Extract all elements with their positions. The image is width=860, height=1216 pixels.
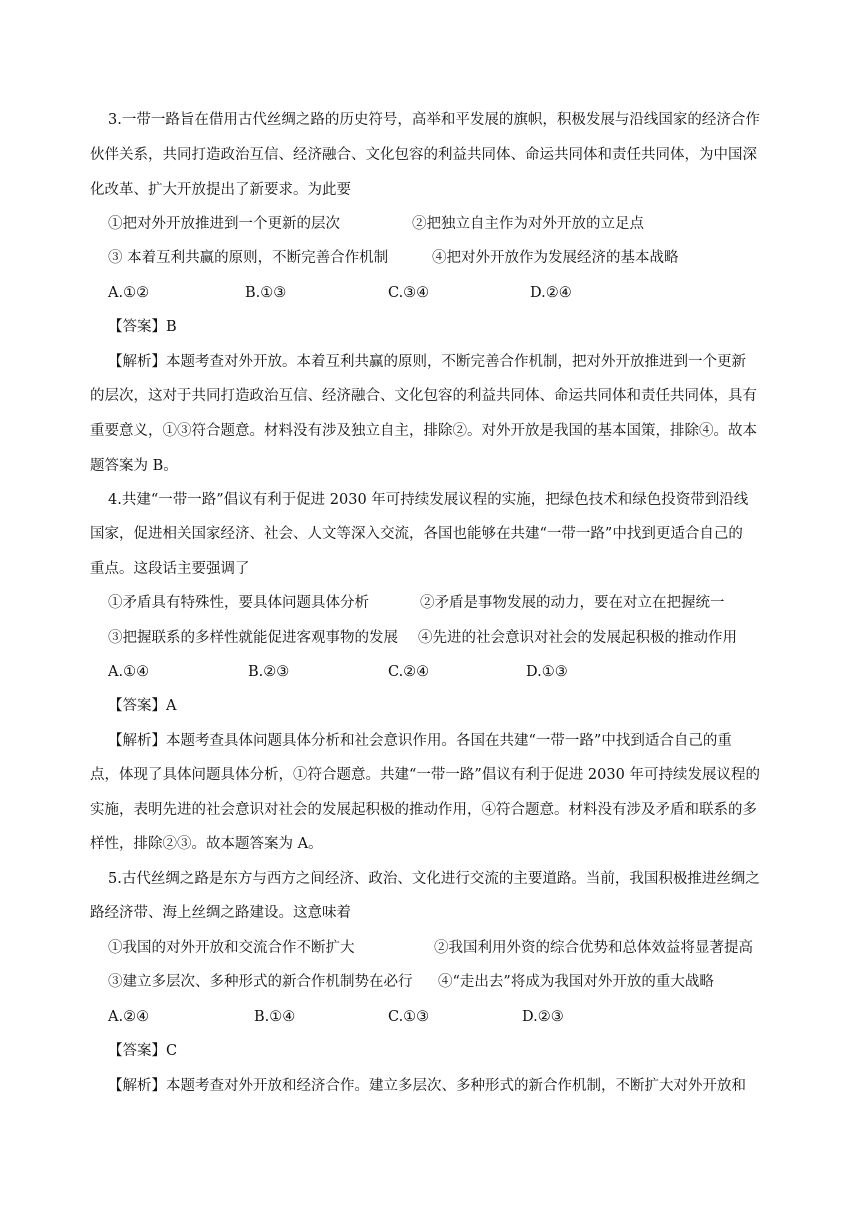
- q4-statement-4: ④先进的社会意识对社会的发展起积极的推动作用: [418, 630, 737, 646]
- q4-analysis-line-2: 点，体现了具体问题具体分析，①符合题意。共建“一带一路”倡议有利于促进 2030 年可持续发展议程的: [90, 767, 760, 783]
- q3-analysis-line-2: 的层次，这对于共同打造政治互信、经济融合、文化包容的利益共同体、命运共同体和责任共同体，具有: [90, 388, 757, 404]
- q4-stem-line-3: 重点。这段话主要强调了: [90, 561, 250, 577]
- q3-stem-line-1: 3.一带一路旨在借用古代丝绸之路的历史符号，高举和平发展的旗帜，积极发展与沿线国家的经济合作: [108, 112, 760, 128]
- q3-analysis-line-1: 【解析】本题考查对外开放。本着互利共赢的原则，不断完善合作机制，把对外开放推进到一个更新: [108, 354, 746, 370]
- q5-stem-line-1: 5.古代丝绸之路是东方与西方之间经济、政治、文化进行交流的主要道路。当前，我国积极推进丝绸之: [108, 871, 760, 887]
- q4-stem-line-2: 国家，促进相关国家经济、社会、人文等深入交流，各国也能够在共建“一带一路”中找到更适合自己的: [90, 526, 743, 542]
- q4-option-d: D.①③: [526, 664, 568, 680]
- q4-stem-line-1: 4.共建“一带一路”倡议有利于促进 2030 年可持续发展议程的实施，把绿色技术和绿色投资带到沿线: [108, 492, 749, 508]
- q3-answer: 【答案】B: [108, 319, 177, 335]
- q3-statement-1: ①把对外开放推进到一个更新的层次: [108, 216, 340, 232]
- q4-analysis-line-1: 【解析】本题考查具体问题具体分析和社会意识作用。各国在共建“一带一路”中找到适合自己的重: [108, 733, 732, 749]
- q5-statement-3: ③建立多层次、多种形式的新合作机制势在必行: [108, 974, 413, 990]
- q3-stem-line-3: 化改革、扩大开放提出了新要求。为此要: [90, 182, 351, 198]
- q3-analysis-line-3: 重要意义，①③符合题意。材料没有涉及独立自主，排除②。对外开放是我国的基本国策，排除④。故本: [90, 423, 757, 439]
- q3-option-c: C.③④: [388, 285, 430, 301]
- q5-option-c: C.①③: [388, 1009, 430, 1025]
- q5-statement-2: ②我国利用外资的综合优势和总体效益将显著提高: [434, 940, 753, 956]
- q5-stem-line-2: 路经济带、海上丝绸之路建设。这意味着: [90, 905, 351, 921]
- q4-statement-2: ②矛盾是事物发展的动力，要在对立在把握统一: [420, 595, 725, 611]
- q5-statement-4: ④“走出去”将成为我国对外开放的重大战略: [438, 974, 714, 990]
- q4-analysis-line-3: 实施，表明先进的社会意识对社会的发展起积极的推动作用，④符合题意。材料没有涉及矛盾和联系的多: [90, 802, 757, 818]
- q5-analysis-line-1: 【解析】本题考查对外开放和经济合作。建立多层次、多种形式的新合作机制，不断扩大对外开放和: [108, 1078, 746, 1094]
- q3-statement-4: ④把对外开放作为发展经济的基本战略: [432, 250, 679, 266]
- q3-analysis-line-4: 题答案为 B。: [90, 458, 178, 474]
- q4-statement-3: ③把握联系的多样性就能促进客观事物的发展: [108, 630, 398, 646]
- q3-statement-3: ③ 本着互利共赢的原则，不断完善合作机制: [108, 250, 389, 266]
- q5-answer: 【答案】C: [108, 1043, 178, 1059]
- q5-option-a: A.②④: [108, 1009, 150, 1025]
- q4-statement-1: ①矛盾具有特殊性，要具体问题具体分析: [108, 595, 369, 611]
- q3-statement-2: ②把独立自主作为对外开放的立足点: [412, 216, 644, 232]
- q4-option-b: B.②③: [248, 664, 290, 680]
- q5-option-d: D.②③: [522, 1009, 564, 1025]
- q5-statement-1: ①我国的对外开放和交流合作不断扩大: [108, 940, 355, 956]
- q4-answer: 【答案】A: [108, 698, 177, 714]
- q3-option-b: B.①③: [245, 285, 287, 301]
- q4-analysis-line-4: 样性，排除②③。故本题答案为 A。: [90, 836, 323, 852]
- q4-option-c: C.②④: [388, 664, 430, 680]
- q3-option-d: D.②④: [530, 285, 572, 301]
- q5-option-b: B.①④: [254, 1009, 296, 1025]
- q3-option-a: A.①②: [108, 285, 150, 301]
- q3-stem-line-2: 伙伴关系，共同打造政治互信、经济融合、文化包容的利益共同体、命运共同体和责任共同体，为中国深: [90, 147, 757, 163]
- q4-option-a: A.①④: [108, 664, 150, 680]
